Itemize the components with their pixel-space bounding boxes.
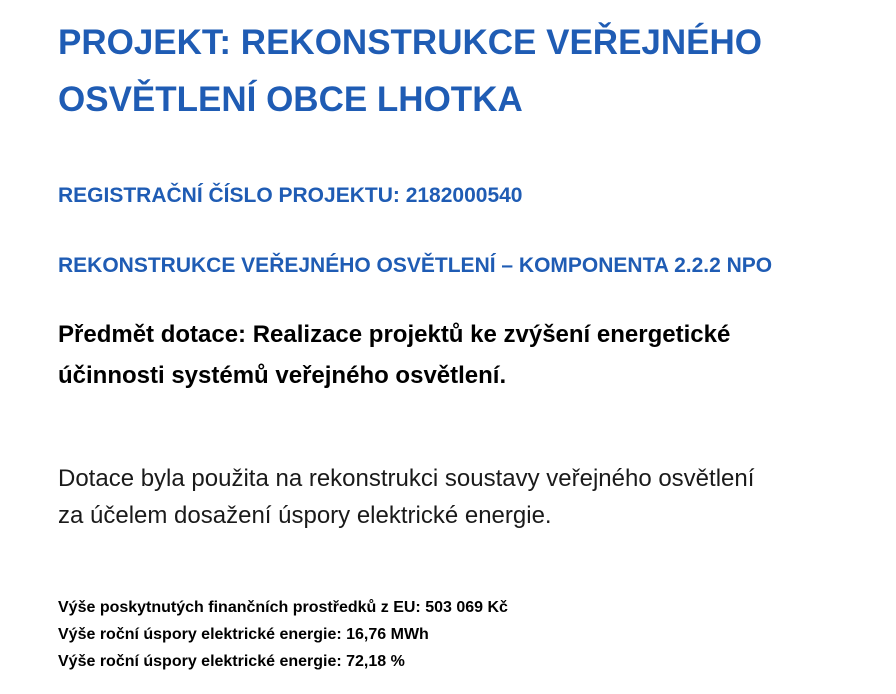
grant-subject (58, 314, 878, 396)
fact-energy-savings-mwh: Výše roční úspory elektrické energie: 16,76 MWh (58, 626, 429, 643)
registration-number: REGISTRAČNÍ ČÍSLO PROJEKTU: 2182000540 (58, 184, 523, 207)
project-title (58, 14, 878, 128)
project-title-line-2: OSVĚTLENÍ OBCE LHOTKA (58, 80, 523, 119)
grant-description (58, 460, 888, 534)
fact-energy-savings-percent: Výše roční úspory elektrické energie: 72,18 % (58, 653, 405, 670)
grant-description-line-2: za účelem dosažení úspory elektrické energie. (58, 502, 552, 529)
component-heading: REKONSTRUKCE VEŘEJNÉHO OSVĚTLENÍ – KOMPONENTA 2.2.2 NPO (58, 254, 773, 277)
fact-eu-funding: Výše poskytnutých finančních prostředků z EU: 503 069 Kč (58, 599, 508, 616)
grant-description-line-1: Dotace byla použita na rekonstrukci soustavy veřejného osvětlení (58, 465, 755, 492)
grant-subject-line-2: účinnosti systémů veřejného osvětlení. (58, 362, 507, 389)
facts-list (58, 594, 508, 675)
grant-subject-line-1: Předmět dotace: Realizace projektů ke zvýšení energetické (58, 321, 731, 348)
project-title-line-1: PROJEKT: REKONSTRUKCE VEŘEJNÉHO (58, 23, 762, 62)
